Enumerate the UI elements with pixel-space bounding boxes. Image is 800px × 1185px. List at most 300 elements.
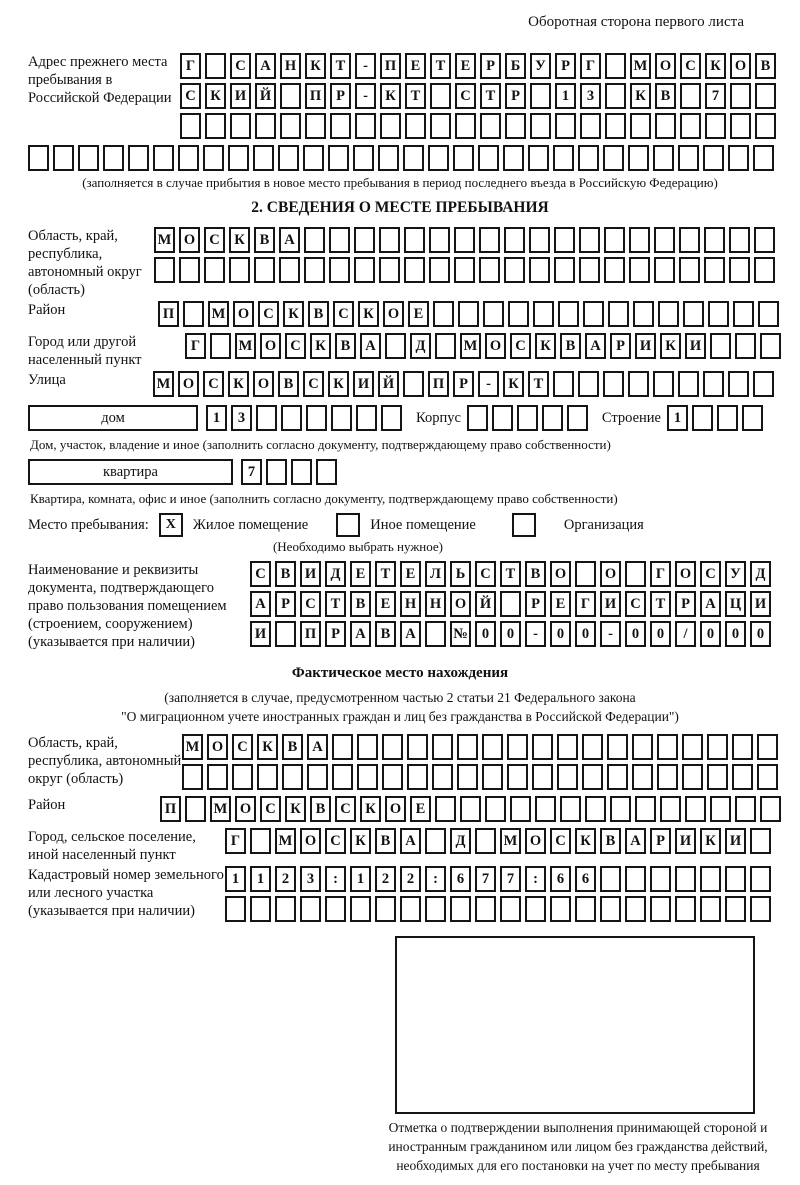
char-cell[interactable]: Г bbox=[180, 53, 201, 79]
char-cell[interactable] bbox=[730, 113, 751, 139]
char-cell[interactable] bbox=[507, 734, 528, 760]
char-cell[interactable]: 0 bbox=[625, 621, 646, 647]
char-cell[interactable]: Б bbox=[505, 53, 526, 79]
char-cell[interactable] bbox=[679, 257, 700, 283]
char-cell[interactable] bbox=[530, 83, 551, 109]
char-cell[interactable]: М bbox=[153, 371, 174, 397]
char-cell[interactable]: К bbox=[310, 333, 331, 359]
char-cell[interactable]: Е bbox=[350, 561, 371, 587]
char-cell[interactable]: О bbox=[655, 53, 676, 79]
char-cell[interactable] bbox=[653, 371, 674, 397]
char-cell[interactable] bbox=[757, 764, 778, 790]
char-cell[interactable] bbox=[578, 371, 599, 397]
char-cell[interactable] bbox=[232, 764, 253, 790]
char-cell[interactable]: Е bbox=[550, 591, 571, 617]
char-cell[interactable] bbox=[450, 896, 471, 922]
char-cell[interactable] bbox=[682, 764, 703, 790]
char-cell[interactable] bbox=[182, 764, 203, 790]
char-cell[interactable] bbox=[605, 113, 626, 139]
char-cell[interactable] bbox=[429, 227, 450, 253]
char-cell[interactable] bbox=[329, 227, 350, 253]
char-cell[interactable] bbox=[704, 227, 725, 253]
char-cell[interactable] bbox=[304, 257, 325, 283]
char-cell[interactable] bbox=[675, 866, 696, 892]
char-cell[interactable] bbox=[454, 227, 475, 253]
char-cell[interactable] bbox=[554, 257, 575, 283]
char-cell[interactable]: А bbox=[400, 828, 421, 854]
char-cell[interactable]: 0 bbox=[725, 621, 746, 647]
char-cell[interactable]: К bbox=[503, 371, 524, 397]
char-cell[interactable] bbox=[425, 621, 446, 647]
char-cell[interactable] bbox=[728, 371, 749, 397]
char-cell[interactable]: Г bbox=[575, 591, 596, 617]
char-cell[interactable]: С bbox=[260, 796, 281, 822]
char-cell[interactable] bbox=[683, 301, 704, 327]
char-cell[interactable]: 1 bbox=[555, 83, 576, 109]
char-cell[interactable] bbox=[728, 145, 749, 171]
char-cell[interactable] bbox=[325, 896, 346, 922]
char-cell[interactable]: М bbox=[500, 828, 521, 854]
char-cell[interactable]: В bbox=[282, 734, 303, 760]
char-cell[interactable]: Г bbox=[580, 53, 601, 79]
char-cell[interactable]: С bbox=[300, 591, 321, 617]
char-cell[interactable]: Д bbox=[750, 561, 771, 587]
char-cell[interactable] bbox=[628, 145, 649, 171]
char-cell[interactable]: К bbox=[350, 828, 371, 854]
char-cell[interactable] bbox=[500, 896, 521, 922]
char-cell[interactable]: 7 bbox=[500, 866, 521, 892]
char-cell[interactable]: И bbox=[750, 591, 771, 617]
char-cell[interactable] bbox=[732, 734, 753, 760]
char-cell[interactable] bbox=[530, 113, 551, 139]
char-cell[interactable] bbox=[403, 371, 424, 397]
char-cell[interactable] bbox=[550, 896, 571, 922]
char-cell[interactable] bbox=[435, 796, 456, 822]
char-cell[interactable]: Т bbox=[650, 591, 671, 617]
char-cell[interactable]: Р bbox=[650, 828, 671, 854]
char-cell[interactable]: П bbox=[305, 83, 326, 109]
char-cell[interactable]: О bbox=[179, 227, 200, 253]
char-cell[interactable] bbox=[632, 764, 653, 790]
char-cell[interactable] bbox=[735, 796, 756, 822]
char-cell[interactable] bbox=[275, 896, 296, 922]
char-cell[interactable] bbox=[758, 301, 779, 327]
char-cell[interactable] bbox=[128, 145, 149, 171]
char-cell[interactable]: 6 bbox=[450, 866, 471, 892]
char-cell[interactable]: - bbox=[478, 371, 499, 397]
char-cell[interactable] bbox=[280, 113, 301, 139]
char-cell[interactable]: М bbox=[275, 828, 296, 854]
char-cell[interactable] bbox=[453, 145, 474, 171]
char-cell[interactable]: Н bbox=[425, 591, 446, 617]
char-cell[interactable] bbox=[753, 371, 774, 397]
char-cell[interactable] bbox=[700, 866, 721, 892]
char-cell[interactable] bbox=[625, 896, 646, 922]
char-cell[interactable]: С bbox=[325, 828, 346, 854]
char-cell[interactable]: Е bbox=[405, 53, 426, 79]
char-cell[interactable] bbox=[635, 796, 656, 822]
char-cell[interactable] bbox=[425, 896, 446, 922]
char-cell[interactable] bbox=[710, 333, 731, 359]
char-cell[interactable]: С bbox=[230, 53, 251, 79]
char-cell[interactable] bbox=[303, 145, 324, 171]
char-cell[interactable] bbox=[685, 796, 706, 822]
char-cell[interactable]: А bbox=[360, 333, 381, 359]
char-cell[interactable] bbox=[579, 227, 600, 253]
char-cell[interactable] bbox=[432, 764, 453, 790]
char-cell[interactable] bbox=[707, 764, 728, 790]
char-cell[interactable]: К bbox=[360, 796, 381, 822]
char-cell[interactable]: Е bbox=[375, 591, 396, 617]
char-cell[interactable]: В bbox=[254, 227, 275, 253]
char-cell[interactable]: Г bbox=[185, 333, 206, 359]
char-cell[interactable] bbox=[625, 866, 646, 892]
char-cell[interactable] bbox=[655, 113, 676, 139]
char-cell[interactable] bbox=[204, 257, 225, 283]
char-cell[interactable]: О bbox=[383, 301, 404, 327]
char-cell[interactable] bbox=[575, 896, 596, 922]
char-cell[interactable] bbox=[257, 764, 278, 790]
char-cell[interactable]: 0 bbox=[650, 621, 671, 647]
char-cell[interactable] bbox=[680, 113, 701, 139]
char-cell[interactable] bbox=[529, 257, 550, 283]
char-cell[interactable]: В bbox=[308, 301, 329, 327]
char-cell[interactable]: Е bbox=[400, 561, 421, 587]
char-cell[interactable] bbox=[479, 227, 500, 253]
char-cell[interactable] bbox=[679, 227, 700, 253]
char-cell[interactable]: П bbox=[158, 301, 179, 327]
char-cell[interactable]: 0 bbox=[475, 621, 496, 647]
char-cell[interactable] bbox=[660, 796, 681, 822]
char-cell[interactable]: С bbox=[303, 371, 324, 397]
char-cell[interactable]: П bbox=[300, 621, 321, 647]
char-cell[interactable] bbox=[678, 145, 699, 171]
char-cell[interactable] bbox=[608, 301, 629, 327]
char-cell[interactable]: : bbox=[525, 866, 546, 892]
char-cell[interactable]: Р bbox=[480, 53, 501, 79]
char-cell[interactable] bbox=[203, 145, 224, 171]
char-cell[interactable]: Д bbox=[450, 828, 471, 854]
char-cell[interactable] bbox=[654, 227, 675, 253]
char-cell[interactable]: О bbox=[450, 591, 471, 617]
char-cell[interactable]: О bbox=[385, 796, 406, 822]
char-cell[interactable] bbox=[658, 301, 679, 327]
char-cell[interactable] bbox=[425, 828, 446, 854]
char-cell[interactable] bbox=[229, 257, 250, 283]
char-cell[interactable] bbox=[560, 796, 581, 822]
char-cell[interactable] bbox=[153, 145, 174, 171]
char-cell[interactable]: О bbox=[550, 561, 571, 587]
char-cell[interactable] bbox=[480, 113, 501, 139]
char-cell[interactable]: К bbox=[229, 227, 250, 253]
char-cell[interactable]: 1 bbox=[667, 405, 688, 431]
char-cell[interactable] bbox=[356, 405, 377, 431]
char-cell[interactable]: : bbox=[425, 866, 446, 892]
char-cell[interactable] bbox=[332, 734, 353, 760]
char-cell[interactable] bbox=[230, 113, 251, 139]
char-cell[interactable]: С bbox=[510, 333, 531, 359]
char-cell[interactable]: Р bbox=[330, 83, 351, 109]
char-cell[interactable] bbox=[380, 113, 401, 139]
char-cell[interactable]: М bbox=[630, 53, 651, 79]
char-cell[interactable]: О bbox=[260, 333, 281, 359]
char-cell[interactable]: М bbox=[182, 734, 203, 760]
char-cell[interactable] bbox=[255, 113, 276, 139]
char-cell[interactable]: А bbox=[700, 591, 721, 617]
char-cell[interactable]: К bbox=[228, 371, 249, 397]
char-cell[interactable] bbox=[279, 257, 300, 283]
char-cell[interactable] bbox=[632, 734, 653, 760]
char-cell[interactable]: К bbox=[700, 828, 721, 854]
char-cell[interactable] bbox=[650, 866, 671, 892]
char-cell[interactable] bbox=[254, 257, 275, 283]
char-cell[interactable] bbox=[454, 257, 475, 283]
char-cell[interactable] bbox=[629, 257, 650, 283]
char-cell[interactable] bbox=[179, 257, 200, 283]
char-cell[interactable] bbox=[475, 896, 496, 922]
char-cell[interactable]: С bbox=[455, 83, 476, 109]
char-cell[interactable] bbox=[457, 764, 478, 790]
char-cell[interactable]: Т bbox=[325, 591, 346, 617]
char-cell[interactable] bbox=[407, 764, 428, 790]
char-cell[interactable] bbox=[457, 734, 478, 760]
char-cell[interactable]: И bbox=[600, 591, 621, 617]
char-cell[interactable]: 7 bbox=[475, 866, 496, 892]
char-cell[interactable] bbox=[680, 83, 701, 109]
char-cell[interactable] bbox=[605, 53, 626, 79]
char-cell[interactable]: М bbox=[154, 227, 175, 253]
char-cell[interactable] bbox=[703, 145, 724, 171]
char-cell[interactable]: О bbox=[235, 796, 256, 822]
char-cell[interactable]: Е bbox=[455, 53, 476, 79]
char-cell[interactable] bbox=[735, 333, 756, 359]
char-cell[interactable] bbox=[717, 405, 738, 431]
apartment-type-box[interactable]: квартира bbox=[28, 459, 233, 485]
char-cell[interactable]: О bbox=[730, 53, 751, 79]
char-cell[interactable] bbox=[504, 257, 525, 283]
char-cell[interactable]: К bbox=[535, 333, 556, 359]
char-cell[interactable]: И bbox=[675, 828, 696, 854]
char-cell[interactable]: С bbox=[285, 333, 306, 359]
char-cell[interactable] bbox=[532, 734, 553, 760]
char-cell[interactable]: Р bbox=[505, 83, 526, 109]
char-cell[interactable] bbox=[507, 764, 528, 790]
char-cell[interactable] bbox=[604, 257, 625, 283]
char-cell[interactable]: С bbox=[333, 301, 354, 327]
char-cell[interactable] bbox=[266, 459, 287, 485]
char-cell[interactable] bbox=[585, 796, 606, 822]
char-cell[interactable] bbox=[400, 896, 421, 922]
char-cell[interactable]: - bbox=[600, 621, 621, 647]
char-cell[interactable]: Т bbox=[500, 561, 521, 587]
char-cell[interactable]: В bbox=[350, 591, 371, 617]
char-cell[interactable]: А bbox=[350, 621, 371, 647]
char-cell[interactable] bbox=[305, 113, 326, 139]
char-cell[interactable] bbox=[700, 896, 721, 922]
char-cell[interactable]: Г bbox=[225, 828, 246, 854]
char-cell[interactable]: К bbox=[285, 796, 306, 822]
char-cell[interactable]: В bbox=[560, 333, 581, 359]
char-cell[interactable] bbox=[629, 227, 650, 253]
char-cell[interactable] bbox=[729, 257, 750, 283]
char-cell[interactable]: 7 bbox=[705, 83, 726, 109]
char-cell[interactable] bbox=[603, 145, 624, 171]
char-cell[interactable] bbox=[304, 227, 325, 253]
char-cell[interactable] bbox=[460, 796, 481, 822]
char-cell[interactable]: А bbox=[279, 227, 300, 253]
char-cell[interactable] bbox=[500, 591, 521, 617]
char-cell[interactable]: М bbox=[235, 333, 256, 359]
char-cell[interactable] bbox=[578, 145, 599, 171]
char-cell[interactable]: Д bbox=[410, 333, 431, 359]
char-cell[interactable] bbox=[725, 896, 746, 922]
char-cell[interactable] bbox=[510, 796, 531, 822]
char-cell[interactable] bbox=[582, 764, 603, 790]
char-cell[interactable] bbox=[404, 257, 425, 283]
char-cell[interactable]: Р bbox=[453, 371, 474, 397]
char-cell[interactable]: В bbox=[375, 828, 396, 854]
checkbox-organization[interactable] bbox=[512, 513, 536, 537]
char-cell[interactable]: Й bbox=[378, 371, 399, 397]
char-cell[interactable] bbox=[180, 113, 201, 139]
char-cell[interactable] bbox=[742, 405, 763, 431]
char-cell[interactable]: К bbox=[358, 301, 379, 327]
char-cell[interactable] bbox=[600, 896, 621, 922]
char-cell[interactable] bbox=[407, 734, 428, 760]
char-cell[interactable] bbox=[557, 734, 578, 760]
char-cell[interactable]: И bbox=[725, 828, 746, 854]
char-cell[interactable]: - bbox=[525, 621, 546, 647]
char-cell[interactable] bbox=[458, 301, 479, 327]
char-cell[interactable] bbox=[657, 764, 678, 790]
char-cell[interactable] bbox=[583, 301, 604, 327]
char-cell[interactable] bbox=[354, 257, 375, 283]
char-cell[interactable] bbox=[256, 405, 277, 431]
char-cell[interactable] bbox=[475, 828, 496, 854]
char-cell[interactable] bbox=[508, 301, 529, 327]
char-cell[interactable]: В bbox=[310, 796, 331, 822]
char-cell[interactable] bbox=[467, 405, 488, 431]
char-cell[interactable] bbox=[705, 113, 726, 139]
char-cell[interactable]: М bbox=[210, 796, 231, 822]
char-cell[interactable] bbox=[430, 113, 451, 139]
char-cell[interactable]: Т bbox=[480, 83, 501, 109]
char-cell[interactable]: В bbox=[278, 371, 299, 397]
char-cell[interactable] bbox=[210, 333, 231, 359]
char-cell[interactable] bbox=[703, 371, 724, 397]
char-cell[interactable] bbox=[300, 896, 321, 922]
char-cell[interactable] bbox=[755, 113, 776, 139]
char-cell[interactable] bbox=[250, 896, 271, 922]
char-cell[interactable]: О bbox=[300, 828, 321, 854]
char-cell[interactable]: 0 bbox=[500, 621, 521, 647]
char-cell[interactable] bbox=[433, 301, 454, 327]
char-cell[interactable] bbox=[600, 866, 621, 892]
char-cell[interactable] bbox=[479, 257, 500, 283]
char-cell[interactable] bbox=[753, 145, 774, 171]
char-cell[interactable]: 1 bbox=[250, 866, 271, 892]
char-cell[interactable] bbox=[432, 734, 453, 760]
char-cell[interactable] bbox=[535, 796, 556, 822]
char-cell[interactable]: 3 bbox=[580, 83, 601, 109]
char-cell[interactable] bbox=[657, 734, 678, 760]
char-cell[interactable]: А bbox=[250, 591, 271, 617]
char-cell[interactable] bbox=[682, 734, 703, 760]
char-cell[interactable] bbox=[605, 83, 626, 109]
char-cell[interactable] bbox=[757, 734, 778, 760]
char-cell[interactable]: С bbox=[550, 828, 571, 854]
char-cell[interactable] bbox=[533, 301, 554, 327]
char-cell[interactable] bbox=[633, 301, 654, 327]
char-cell[interactable] bbox=[281, 405, 302, 431]
char-cell[interactable]: 3 bbox=[300, 866, 321, 892]
char-cell[interactable] bbox=[704, 257, 725, 283]
char-cell[interactable]: О bbox=[675, 561, 696, 587]
char-cell[interactable] bbox=[375, 896, 396, 922]
char-cell[interactable]: У bbox=[530, 53, 551, 79]
char-cell[interactable] bbox=[228, 145, 249, 171]
char-cell[interactable]: И bbox=[685, 333, 706, 359]
char-cell[interactable]: О bbox=[233, 301, 254, 327]
char-cell[interactable] bbox=[492, 405, 513, 431]
char-cell[interactable]: А bbox=[307, 734, 328, 760]
char-cell[interactable]: 6 bbox=[550, 866, 571, 892]
char-cell[interactable] bbox=[405, 113, 426, 139]
char-cell[interactable]: С bbox=[335, 796, 356, 822]
char-cell[interactable] bbox=[185, 796, 206, 822]
char-cell[interactable] bbox=[385, 333, 406, 359]
char-cell[interactable] bbox=[205, 113, 226, 139]
char-cell[interactable]: С bbox=[203, 371, 224, 397]
char-cell[interactable] bbox=[604, 227, 625, 253]
char-cell[interactable]: П bbox=[160, 796, 181, 822]
char-cell[interactable] bbox=[331, 405, 352, 431]
char-cell[interactable]: Т bbox=[375, 561, 396, 587]
char-cell[interactable]: № bbox=[450, 621, 471, 647]
char-cell[interactable]: 0 bbox=[575, 621, 596, 647]
char-cell[interactable] bbox=[517, 405, 538, 431]
char-cell[interactable] bbox=[382, 764, 403, 790]
char-cell[interactable]: Н bbox=[280, 53, 301, 79]
char-cell[interactable]: К bbox=[257, 734, 278, 760]
char-cell[interactable]: К bbox=[660, 333, 681, 359]
char-cell[interactable]: К bbox=[283, 301, 304, 327]
char-cell[interactable]: Л bbox=[425, 561, 446, 587]
char-cell[interactable] bbox=[482, 734, 503, 760]
char-cell[interactable] bbox=[483, 301, 504, 327]
char-cell[interactable] bbox=[379, 227, 400, 253]
char-cell[interactable]: О bbox=[178, 371, 199, 397]
char-cell[interactable] bbox=[567, 405, 588, 431]
char-cell[interactable] bbox=[730, 83, 751, 109]
char-cell[interactable]: И bbox=[635, 333, 656, 359]
char-cell[interactable] bbox=[225, 896, 246, 922]
char-cell[interactable] bbox=[504, 227, 525, 253]
char-cell[interactable] bbox=[692, 405, 713, 431]
char-cell[interactable] bbox=[482, 764, 503, 790]
char-cell[interactable]: О bbox=[253, 371, 274, 397]
char-cell[interactable]: С bbox=[680, 53, 701, 79]
char-cell[interactable]: Г bbox=[650, 561, 671, 587]
char-cell[interactable] bbox=[625, 561, 646, 587]
char-cell[interactable] bbox=[291, 459, 312, 485]
char-cell[interactable] bbox=[178, 145, 199, 171]
char-cell[interactable]: 1 bbox=[225, 866, 246, 892]
char-cell[interactable] bbox=[78, 145, 99, 171]
char-cell[interactable] bbox=[430, 83, 451, 109]
char-cell[interactable] bbox=[478, 145, 499, 171]
char-cell[interactable] bbox=[750, 896, 771, 922]
